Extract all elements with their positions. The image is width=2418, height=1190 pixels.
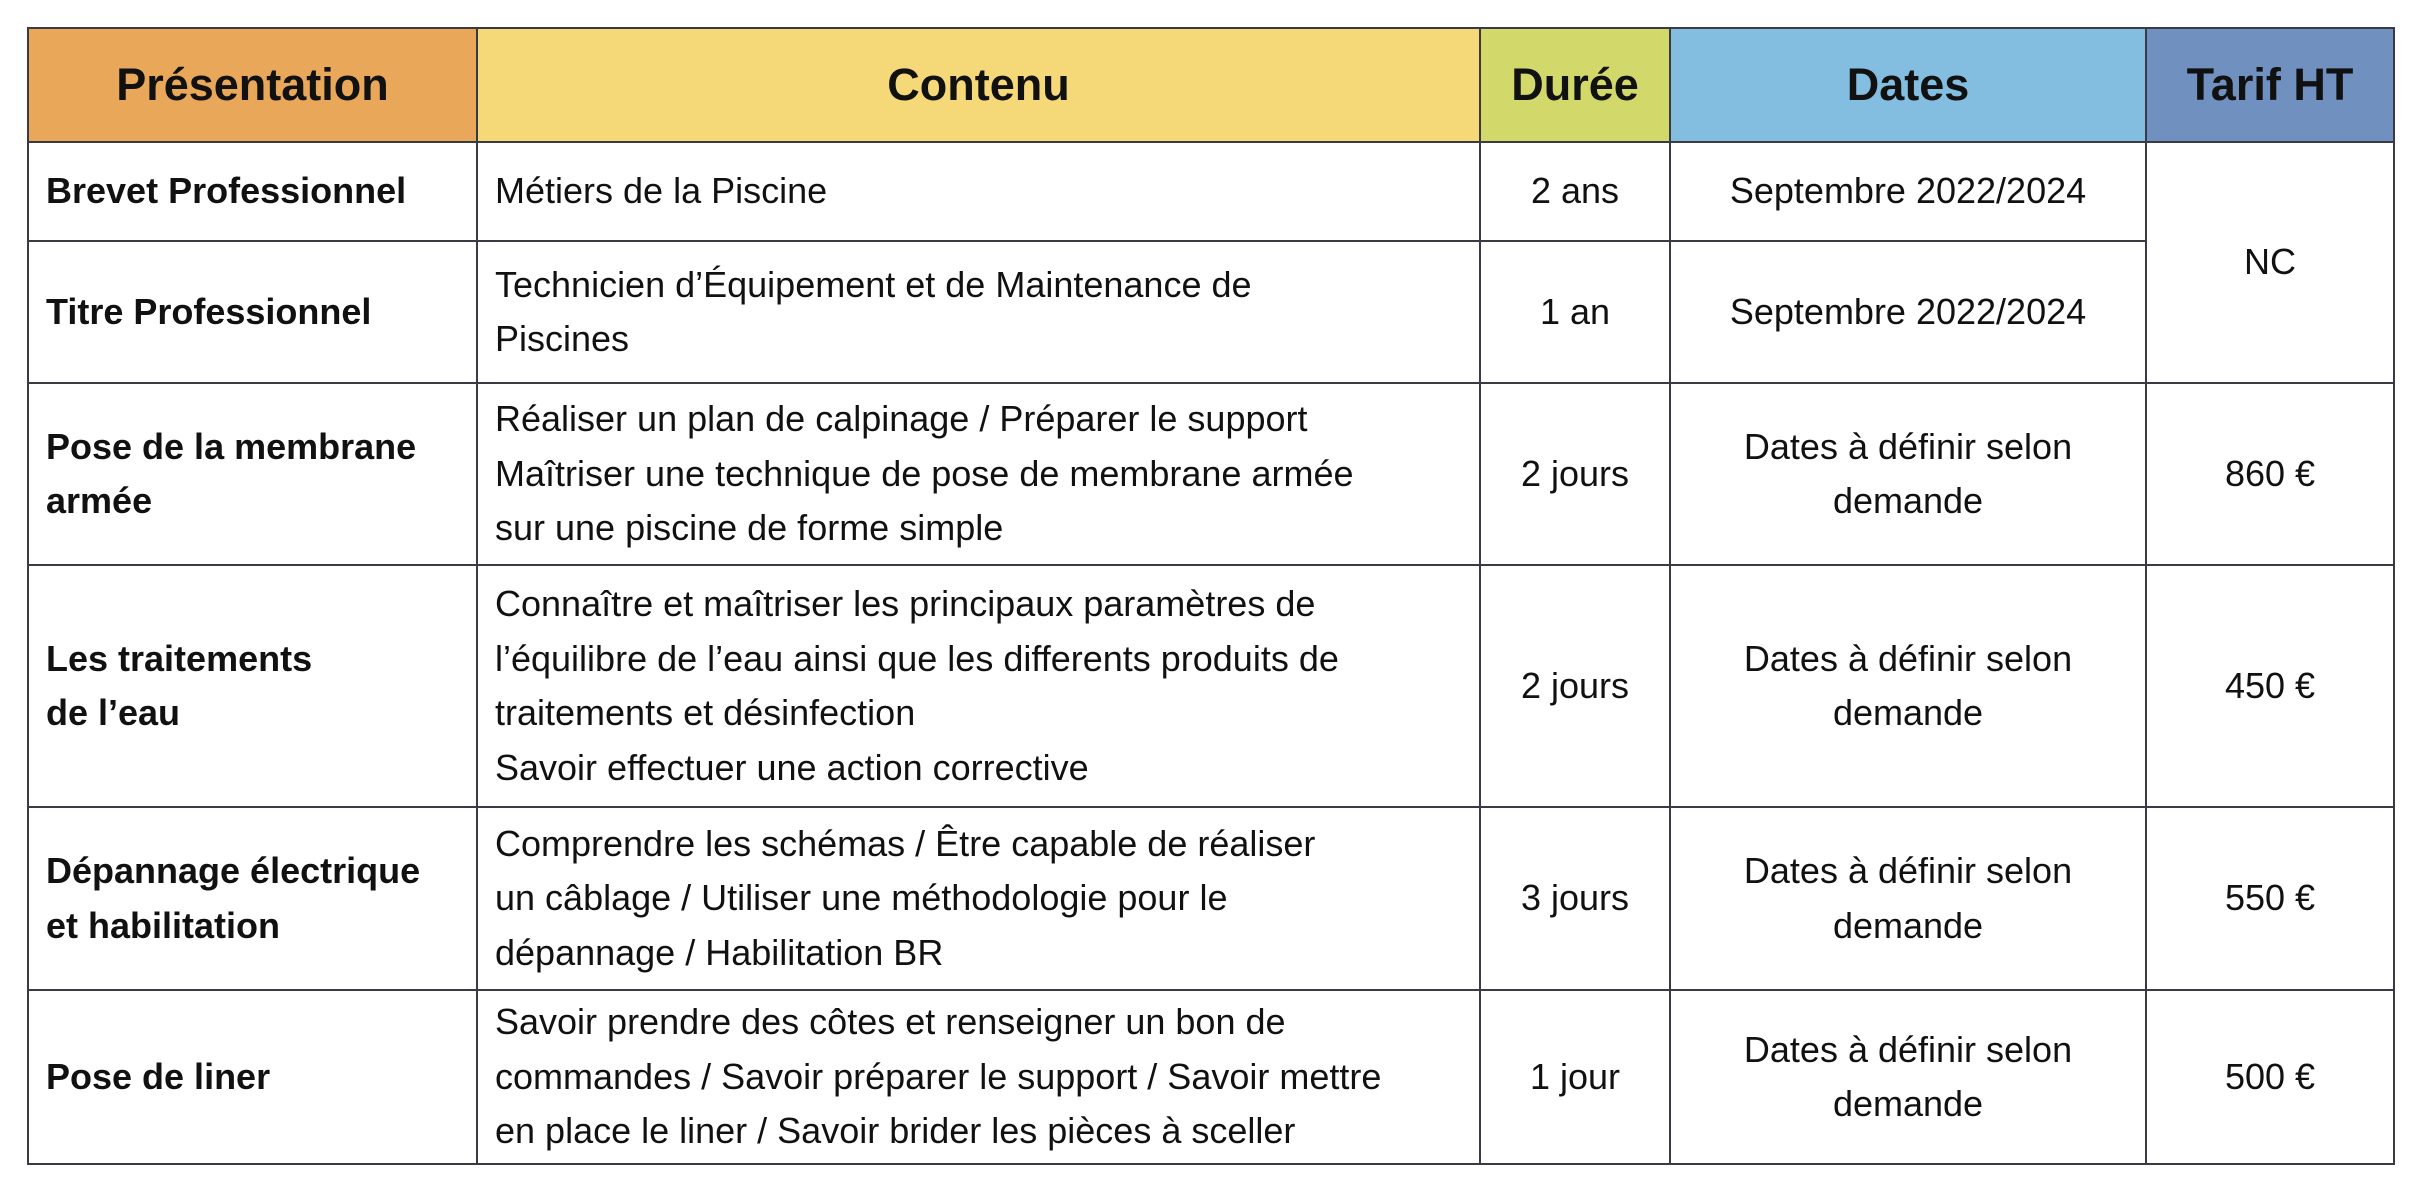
cell-duree [1480,241,1670,383]
presentation-text: Titre Professionnel [46,290,372,332]
cell-dates [1670,383,2146,565]
cell-presentation [28,990,477,1164]
tarif-text: NC [2244,241,2296,283]
dates-text: demande [1832,1083,1984,1124]
contenu-text: Technicien d’Équipement et de Maintenance de [495,263,1252,305]
cell-duree [1480,383,1670,565]
contenu-text: Connaître et maîtriser les principaux paramètres de [495,583,1316,624]
table-row [28,241,2394,383]
duree-text: 1 jour [1529,1055,1621,1097]
contenu-text: commandes / Savoir préparer le support / Savoir mettre [495,1055,1382,1097]
cell-contenu [477,383,1480,565]
duree-text: 2 jours [1520,452,1630,494]
cell-contenu [477,807,1480,990]
contenu-text: Métiers de la Piscine [495,170,828,212]
cell-tarif [2146,565,2394,807]
cell-presentation [28,142,477,241]
presentation-text: Pose de la membrane [46,425,417,467]
header-contenu: Contenu [477,28,1480,142]
duree-text: 3 jours [1520,877,1630,919]
cell-dates [1670,565,2146,807]
tarif-text: 550 € [2224,877,2316,919]
presentation-text: de l’eau [46,692,181,733]
cell-tarif [2146,990,2394,1164]
cell-duree [1480,142,1670,241]
cell-duree [1480,565,1670,807]
duree-text: 1 an [1539,290,1611,332]
cell-contenu [477,142,1480,241]
cell-dates [1670,990,2146,1164]
dates-text: demande [1832,904,1984,946]
cell-contenu [477,241,1480,383]
tarif-text: 450 € [2224,664,2316,706]
presentation-text: Brevet Professionnel [46,170,407,212]
tarif-text: 860 € [2224,452,2316,494]
cell-presentation [28,383,477,565]
table-row [28,565,2394,807]
dates-text: demande [1832,692,1984,733]
contenu-text: Savoir effectuer une action corrective [495,746,1089,788]
table-header-row [28,28,2394,142]
contenu-text: traitements et désinfection [495,692,916,733]
table-row [28,142,2394,241]
cell-presentation [28,565,477,807]
table-row [28,807,2394,990]
dates-text: Septembre 2022/2024 [1729,170,2087,212]
dates-text: Dates à définir selon [1743,637,2073,679]
contenu-text: en place le liner / Savoir brider les pièces à sceller [495,1110,1296,1152]
dates-text: demande [1832,480,1984,521]
contenu-text: sur une piscine de forme simple [495,507,1004,549]
table-row [28,383,2394,565]
cell-contenu [477,565,1480,807]
presentation-text: armée [46,480,153,521]
cell-tarif [2146,807,2394,990]
presentation-text: Dépannage électrique [46,850,421,891]
contenu-text: l’équilibre de l’eau ainsi que les differents produits de [495,637,1339,679]
duree-text: 2 ans [1530,170,1620,212]
header-presentation: Présentation [28,28,477,142]
cell-tarif [2146,383,2394,565]
presentation-text: Les traitements [46,637,313,679]
contenu-text: Piscines [495,318,630,359]
duree-text: 2 jours [1520,664,1630,706]
cell-duree [1480,990,1670,1164]
contenu-text: Maîtriser une technique de pose de membrane armée [495,452,1354,494]
contenu-text: un câblage / Utiliser une méthodologie pour le [495,877,1228,919]
dates-text: Dates à définir selon [1743,1028,2073,1070]
presentation-text: Pose de liner [46,1055,271,1097]
contenu-text: Comprendre les schémas / Être capable de réaliser [495,822,1316,864]
tarif-text: 500 € [2224,1055,2316,1097]
header-tarif: Tarif HT [2146,28,2394,142]
training-table [27,27,2395,1165]
dates-text: Dates à définir selon [1743,425,2073,467]
cell-dates [1670,241,2146,383]
contenu-text: Savoir prendre des côtes et renseigner un bon de [495,1001,1286,1043]
cell-dates [1670,807,2146,990]
contenu-text: Réaliser un plan de calpinage / Préparer le support [495,398,1308,440]
cell-duree [1480,807,1670,990]
cell-dates [1670,142,2146,241]
cell-presentation [28,807,477,990]
dates-text: Septembre 2022/2024 [1729,290,2087,332]
presentation-text: et habilitation [46,904,280,946]
cell-presentation [28,241,477,383]
contenu-text: dépannage / Habilitation BR [495,931,944,973]
dates-text: Dates à définir selon [1743,850,2073,891]
table-row [28,990,2394,1164]
cell-tarif [2146,142,2394,383]
training-table-container [27,27,2395,1165]
header-duree: Durée [1480,28,1670,142]
cell-contenu [477,990,1480,1164]
header-dates: Dates [1670,28,2146,142]
